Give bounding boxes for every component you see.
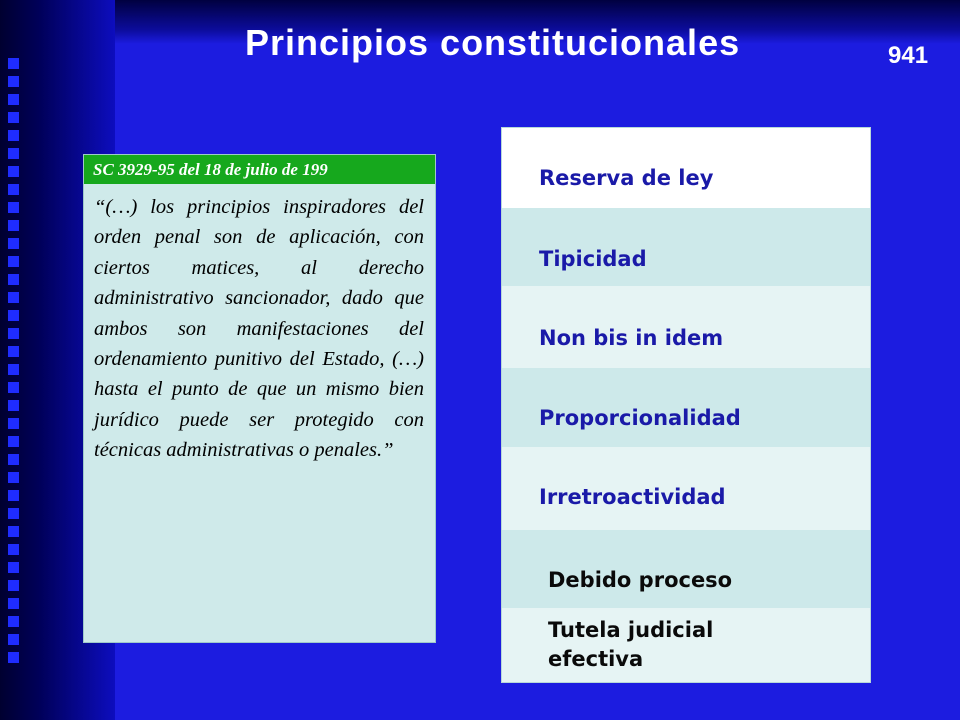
quote-box bbox=[83, 154, 436, 643]
principle-non-bis-in-idem bbox=[502, 286, 870, 368]
principle-tutela-judicial-efectiva bbox=[502, 608, 870, 683]
slide-title: Principios constitucionales bbox=[245, 22, 741, 63]
principle-debido-proceso bbox=[502, 530, 870, 608]
decorative-squares bbox=[4, 58, 34, 670]
quote-header: SC 3929-95 del 18 de julio de 199 bbox=[84, 155, 435, 184]
page-number: 941 bbox=[888, 42, 929, 69]
principles-list bbox=[501, 127, 871, 683]
principle-proporcionalidad bbox=[502, 368, 870, 447]
principle-label: Irretroactividad bbox=[539, 485, 726, 509]
principle-tipicidad bbox=[502, 208, 870, 286]
principle-label: Proporcionalidad bbox=[539, 406, 741, 430]
principle-reserva-de-ley bbox=[502, 128, 870, 208]
principle-label: Reserva de ley bbox=[539, 166, 714, 190]
principle-label: Tutela judicial efectiva bbox=[548, 618, 714, 671]
principle-label: Tipicidad bbox=[539, 247, 647, 271]
principle-label: Debido proceso bbox=[548, 568, 733, 592]
quote-text: “(…) los principios inspiradores del orden penal son de aplicación, con ciertos matices, al derecho administrativo sancionador, dado que ambos son manifestaciones del ordenamiento punitivo del Estado, (…) hasta el punto de que un mismo bien jurídico puede ser protegido con técnicas administrativas o penales.” bbox=[94, 196, 424, 462]
principle-label: Non bis in idem bbox=[539, 326, 724, 350]
principle-irretroactividad bbox=[502, 447, 870, 530]
